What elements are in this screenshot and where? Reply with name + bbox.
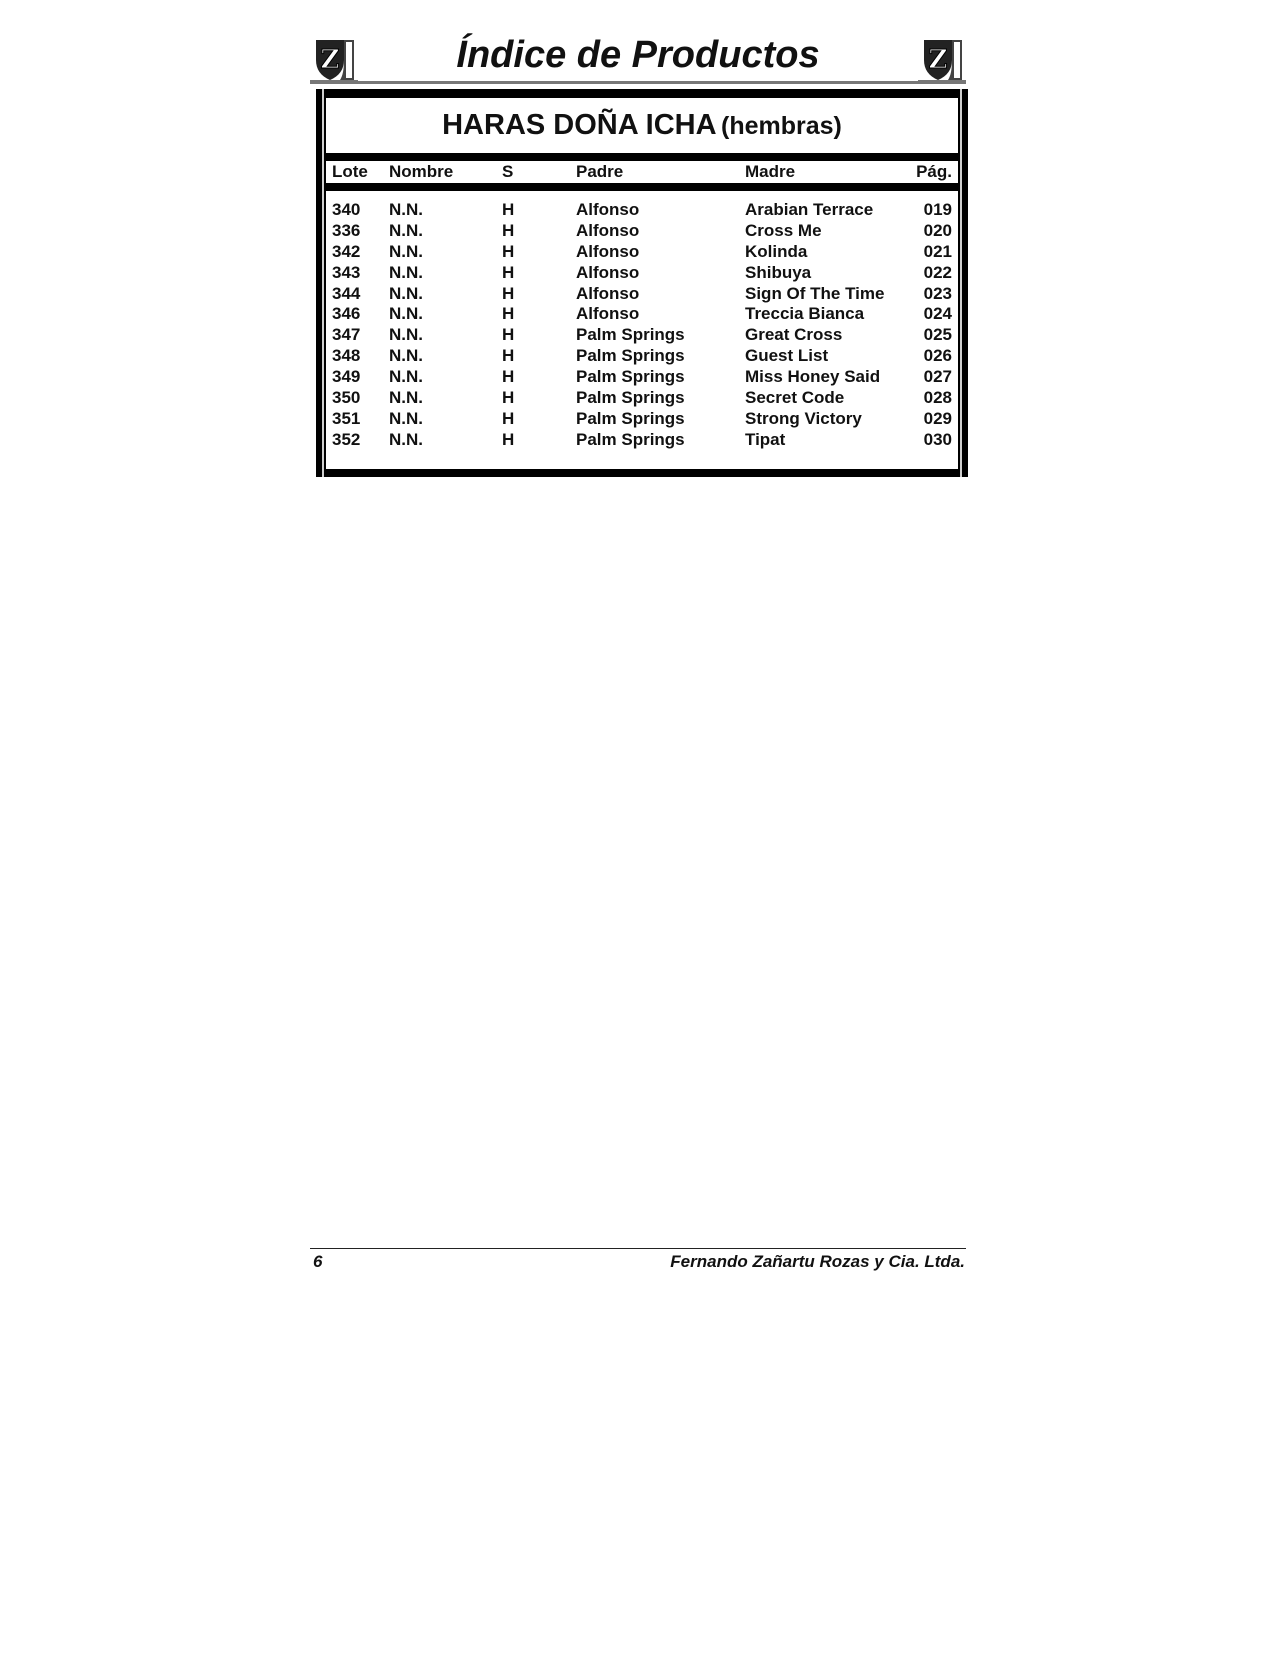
cell-madre: Tipat	[745, 429, 786, 449]
cell-nombre: N.N.	[389, 200, 423, 219]
cell-lote: 342	[332, 241, 361, 261]
cell-padre: Palm Springs	[576, 408, 685, 428]
cell-padre: Palm Springs	[576, 325, 685, 345]
cell-sex: H	[502, 220, 515, 240]
cell-lote: 340	[332, 200, 361, 219]
column-header-nombre: Nombre	[389, 162, 454, 181]
header-rule	[310, 81, 966, 84]
cell-madre: Miss Honey Said	[745, 367, 881, 387]
cell-madre: Shibuya	[745, 262, 812, 282]
cell-nombre: N.N.	[389, 429, 423, 449]
cell-pag: 020	[923, 220, 952, 240]
cell-sex: H	[502, 304, 515, 324]
cell-pag: 019	[923, 200, 952, 219]
frame-edge	[960, 89, 962, 477]
section-title: HARAS DOÑA ICHA	[442, 109, 717, 141]
table-row	[326, 345, 958, 366]
cell-padre: Alfonso	[576, 304, 640, 324]
cell-padre: Palm Springs	[576, 346, 685, 366]
cell-pag: 030	[923, 429, 952, 449]
footer-rule	[310, 1248, 966, 1249]
cell-padre: Alfonso	[576, 283, 640, 303]
cell-nombre: N.N.	[389, 346, 423, 366]
cell-nombre: N.N.	[389, 408, 423, 428]
cell-pag: 022	[923, 262, 952, 282]
cell-sex: H	[502, 200, 515, 219]
section-subtitle: (hembras)	[721, 112, 842, 140]
cell-madre: Sign Of The Time	[745, 283, 885, 303]
cell-sex: H	[502, 408, 515, 428]
column-header-madre: Madre	[745, 162, 796, 181]
page-number: 6	[313, 1252, 323, 1271]
cell-sex: H	[502, 388, 515, 408]
cell-padre: Alfonso	[576, 220, 640, 240]
cell-madre: Arabian Terrace	[745, 200, 874, 219]
cell-lote: 344	[332, 283, 361, 303]
cell-lote: 352	[332, 429, 361, 449]
cell-nombre: N.N.	[389, 220, 423, 240]
cell-pag: 026	[923, 346, 952, 366]
cell-nombre: N.N.	[389, 325, 423, 345]
cell-padre: Palm Springs	[576, 429, 685, 449]
cell-padre: Alfonso	[576, 262, 640, 282]
column-header-lote: Lote	[332, 162, 368, 181]
cell-nombre: N.N.	[389, 262, 423, 282]
column-header-s: S	[502, 162, 514, 181]
cell-lote: 348	[332, 346, 361, 366]
company-name: Fernando Zañartu Rozas y Cia. Ltda.	[670, 1252, 965, 1271]
cell-sex: H	[502, 367, 515, 387]
index-table-frame	[316, 89, 968, 477]
cell-padre: Alfonso	[576, 241, 640, 261]
cell-nombre: N.N.	[389, 388, 423, 408]
table-row	[326, 220, 958, 241]
svg-text:Z: Z	[928, 45, 948, 75]
column-header-padre: Padre	[576, 162, 624, 181]
cell-nombre: N.N.	[389, 304, 423, 324]
cell-pag: 021	[923, 241, 952, 261]
cell-pag: 028	[923, 388, 952, 408]
column-header-row	[326, 161, 958, 183]
cell-pag: 023	[923, 283, 952, 303]
page-title: Índice de Productos	[456, 34, 820, 76]
cell-padre: Palm Springs	[576, 367, 685, 387]
cell-pag: 029	[923, 408, 952, 428]
cell-pag: 025	[923, 325, 952, 345]
table-row	[326, 408, 958, 429]
svg-text:Z: Z	[320, 45, 340, 75]
cell-pag: 027	[923, 367, 952, 387]
cell-madre: Secret Code	[745, 388, 845, 408]
cell-lote: 336	[332, 220, 361, 240]
cell-lote: 351	[332, 408, 361, 428]
cell-lote: 347	[332, 325, 361, 345]
cell-madre: Treccia Bianca	[745, 304, 865, 324]
cell-sex: H	[502, 346, 515, 366]
cell-pag: 024	[923, 304, 952, 324]
table-row	[326, 241, 958, 262]
shield-logo-icon	[918, 34, 966, 84]
cell-padre: Palm Springs	[576, 388, 685, 408]
cell-nombre: N.N.	[389, 367, 423, 387]
frame-edge	[322, 89, 324, 477]
table-row	[326, 429, 958, 450]
cell-sex: H	[502, 325, 515, 345]
cell-lote: 349	[332, 367, 361, 387]
table-row	[326, 303, 958, 324]
cell-lote: 346	[332, 304, 361, 324]
table-row	[326, 387, 958, 408]
cell-madre: Guest List	[745, 346, 829, 366]
cell-madre: Cross Me	[745, 220, 822, 240]
section-title-box	[326, 98, 958, 153]
table-row	[326, 262, 958, 283]
table-row	[326, 324, 958, 345]
cell-nombre: N.N.	[389, 283, 423, 303]
cell-lote: 343	[332, 262, 361, 282]
cell-madre: Strong Victory	[745, 408, 862, 428]
table-row	[326, 283, 958, 304]
cell-sex: H	[502, 262, 515, 282]
cell-lote: 350	[332, 388, 361, 408]
cell-padre: Alfonso	[576, 200, 640, 219]
table-row	[326, 199, 958, 220]
page-header	[310, 32, 966, 84]
column-header-pag: Pág.	[916, 162, 952, 181]
cell-madre: Great Cross	[745, 325, 843, 345]
table-row	[326, 366, 958, 387]
table-body	[326, 191, 958, 469]
cell-sex: H	[502, 283, 515, 303]
cell-nombre: N.N.	[389, 241, 423, 261]
cell-madre: Kolinda	[745, 241, 808, 261]
cell-sex: H	[502, 429, 515, 449]
cell-sex: H	[502, 241, 515, 261]
